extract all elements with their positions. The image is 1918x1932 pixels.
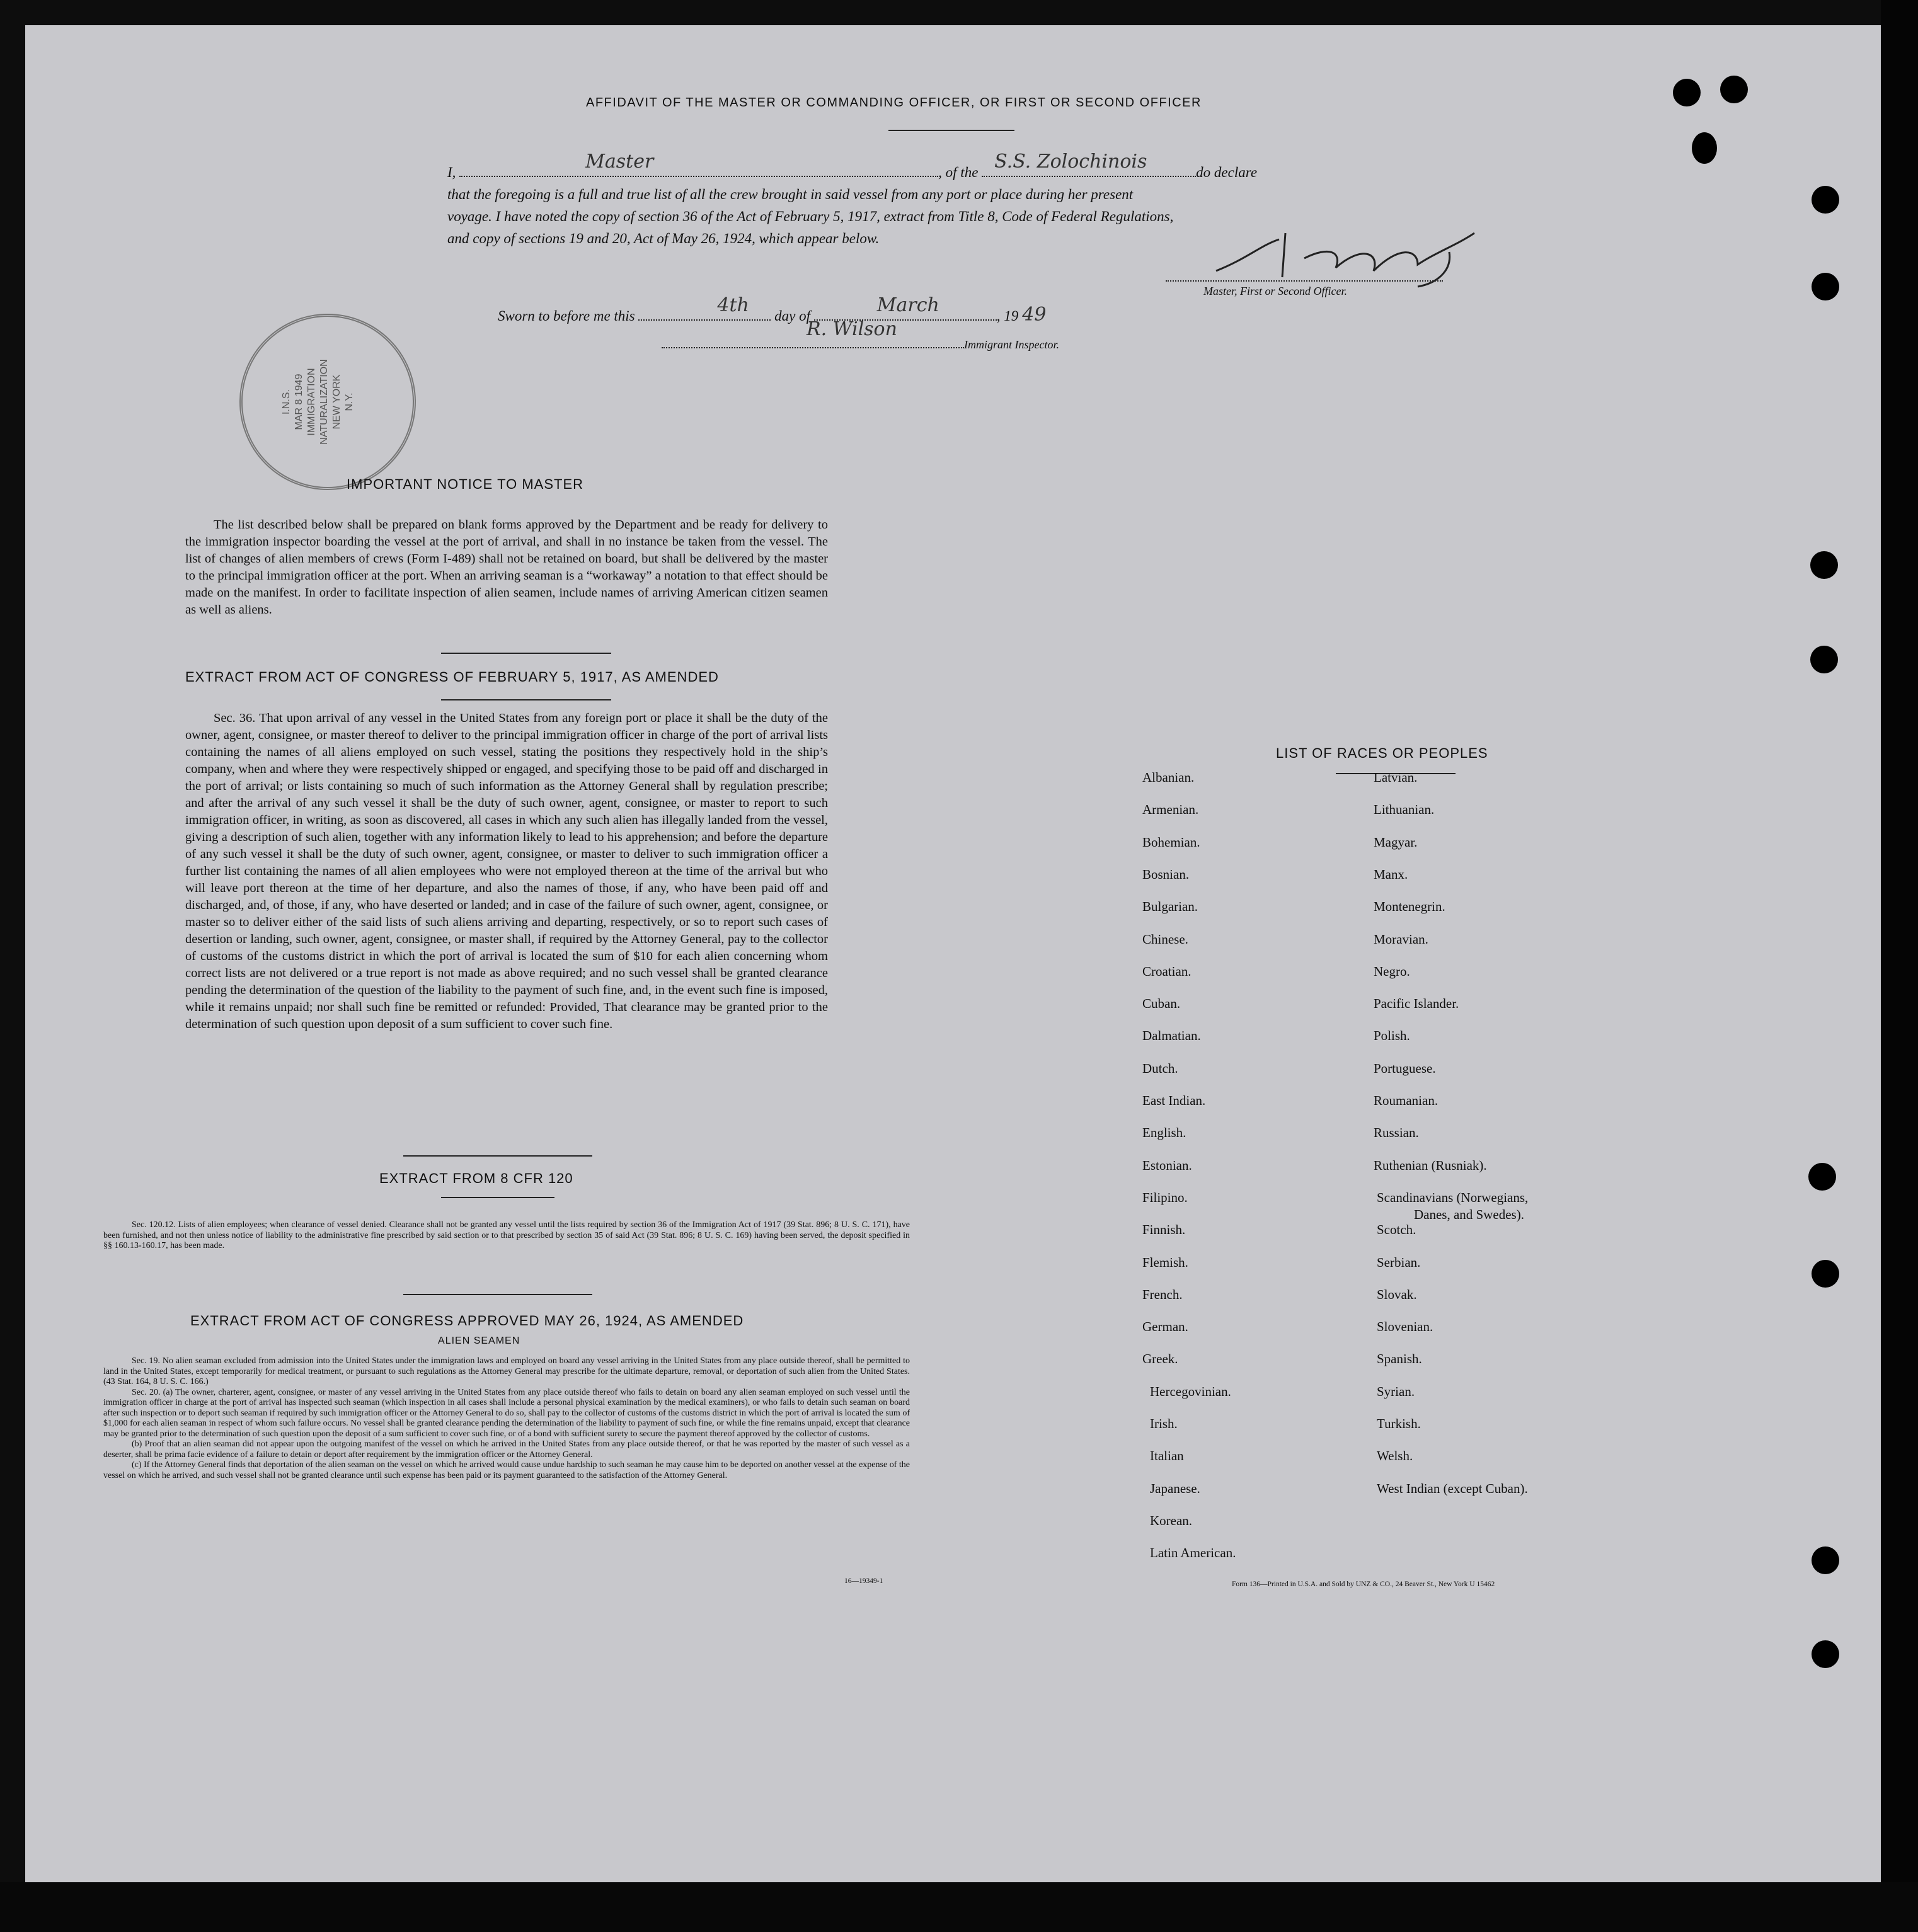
race-item: Greek. [1142,1351,1178,1367]
stamp-line: MAR 8 1949 [294,374,304,430]
punch-hole [1812,1546,1839,1574]
punch-hole [1808,1163,1836,1191]
race-item: Albanian. [1142,770,1195,785]
race-item: German. [1142,1319,1188,1335]
race-item: Cuban. [1142,996,1181,1012]
year-prefix: , 19 [996,308,1019,324]
master-signature-label: Master, First or Second Officer. [1203,285,1347,297]
race-item: Polish. [1374,1028,1410,1044]
extract-1924-title: EXTRACT FROM ACT OF CONGRESS APPROVED MAY 26, 1924, AS AMENDED [190,1313,744,1329]
day-of-label: day of [774,308,810,324]
race-item: Danes, and Swedes). [1414,1206,1524,1222]
sworn-label: Sworn to before me this [498,308,635,324]
race-item: Italian [1150,1448,1184,1464]
divider [403,1294,592,1295]
inspector-line [662,318,1059,352]
race-item: Spanish. [1377,1351,1422,1367]
divider [403,1155,592,1157]
races-title: LIST OF RACES OR PEOPLES [1276,745,1488,761]
master-signature [1210,220,1481,290]
punch-hole [1812,1640,1839,1668]
divider [441,653,611,654]
stamp-line: NEW YORK [331,374,342,430]
race-item: Roumanian. [1374,1093,1438,1108]
punch-hole [1692,132,1717,164]
punch-hole [1810,646,1838,673]
race-item: West Indian (except Cuban). [1377,1480,1528,1496]
race-item: Syrian. [1377,1383,1415,1399]
punch-hole [1812,186,1839,214]
sworn-day: 4th [717,294,749,316]
declaration-i: I, [447,164,456,180]
race-item: Filipino. [1142,1189,1188,1205]
race-item: Negro. [1374,963,1410,979]
sworn-day-field [638,294,771,321]
race-item: French. [1142,1286,1183,1302]
printer-footer: Form 136—Printed in U.S.A. and Sold by UNZ & CO., 24 Beaver St., New York U 15462 [1232,1580,1495,1588]
divider [441,699,611,700]
declaration-line-4: and copy of sections 19 and 20, Act of May 26, 1924, which appear below. [447,231,880,246]
sec-20c-paragraph: (c) If the Attorney General finds that deportation of the alien seaman on the vessel on which he arrived would cause undue hardship to such seaman he may cause him to be deported on another vessel at the expense of the vessel on which he arrived, and such vessel shall not be granted clearance until such expense has been paid or its payment guaranteed to the satisfaction of the Attorney General. [103,1460,910,1480]
vessel-name-handwritten: S.S. Zolochinois [994,151,1147,173]
inspection-stamp [239,314,416,490]
stamp-line: IMMIGRATION [306,368,317,436]
signature-line [1166,280,1443,283]
punch-hole [1720,76,1748,103]
race-item: Croatian. [1142,963,1192,979]
race-item: Dutch. [1142,1060,1178,1076]
race-item: Ruthenian (Rusniak). [1374,1157,1487,1173]
inspector-signature: R. Wilson [807,318,897,340]
master-name-handwritten: Master [585,151,654,173]
notice-title: IMPORTANT NOTICE TO MASTER [347,476,584,492]
race-item: Pacific Islander. [1374,996,1459,1012]
sec-20b-paragraph: (b) Proof that an alien seaman did not appear upon the outgoing manifest of the vessel on which he arrived in the United States from any place outside thereof, or that he was reported by the master of such vessel as a deserter, shall be prima facie evidence of a failure to detain or deport after requirement by the immigration officer or the Attorney General. [103,1439,910,1460]
race-item: Manx. [1374,866,1408,882]
master-name-field [459,151,938,177]
race-item: Dalmatian. [1142,1028,1201,1044]
race-item: English. [1142,1125,1186,1141]
race-item: East Indian. [1142,1093,1206,1108]
stamp-line: N.Y. [344,392,355,411]
race-item: Korean. [1150,1512,1193,1528]
notice-paragraph: The list described below shall be prepared on blank forms approved by the Department and be ready for delivery to the immigration inspector boarding the vessel at the port of arrival, and shall in no instance be taken from the vessel. The list of changes of alien members of crews (Form I-489) shall not be retained on board, but shall be delivered by the master to the principal immigration officer at the port. When an arriving seaman is a “workaway” a notation to that effect should be made on the manifest. In order to facilitate inspection of alien seamen, include names of arriving American citizen seamen as well as aliens. [185,518,828,617]
race-item: Scotch. [1377,1222,1416,1238]
punch-hole [1812,273,1839,300]
race-item: Lithuanian. [1374,802,1435,818]
race-item: Latin American. [1150,1545,1236,1561]
extract-cfr-text [103,1220,910,1252]
stamp-line: I.N.S. [281,389,292,415]
race-item: Moravian. [1374,931,1428,947]
sec-120-paragraph: Sec. 120.12. Lists of alien employees; when clearance of vessel denied. Clearance shall not be granted any vessel until the lists required by section 36 of the Immigration Act of 1917 (39 Stat. 896; 8 U. S. C. 171), have been furnished, and not then unless notice of liability to the administrative fine prescribed by said section or to that prescribed by section 35 of said Act (39 Stat. 896; 8 U. S. C. 169) having been served, the deposit specified in §§ 160.13-160.17, has been made. [103,1220,910,1250]
extract-1917-title: EXTRACT FROM ACT OF CONGRESS OF FEBRUARY 5, 1917, AS AMENDED [185,669,719,685]
race-item: Portuguese. [1374,1060,1436,1076]
race-item: Latvian. [1374,770,1418,785]
divider [441,1197,554,1198]
race-item: Estonian. [1142,1157,1192,1173]
race-item: Welsh. [1377,1448,1413,1464]
print-code: 16—19349-1 [844,1577,883,1585]
race-item: Irish. [1150,1416,1178,1431]
race-item: Bohemian. [1142,834,1200,850]
punch-hole [1812,1260,1839,1288]
stamp-line: NATURALIZATION [319,359,330,445]
race-item: Finnish. [1142,1222,1186,1238]
punch-hole [1673,79,1701,106]
scan-border-right [1881,0,1918,1932]
affidavit-title: AFFIDAVIT OF THE MASTER OR COMMANDING OFFICER, OR FIRST OR SECOND OFFICER [586,96,1202,110]
of-the-label: , of the [938,164,979,180]
sworn-line [498,294,1047,326]
race-item: Slovenian. [1377,1319,1433,1335]
race-item: Serbian. [1377,1254,1421,1270]
race-item: Turkish. [1377,1416,1421,1431]
sec-20a-paragraph: Sec. 20. (a) The owner, charterer, agent, consignee, or master of any vessel arriving in the United States from any place outside thereof who fails to detain on board any alien seaman employed on such vessel until the immigration officer in charge at the port of arrival has inspected such seaman (which inspection in all cases shall include a personal physical examination by the medical examiners), or who fails to detain such seaman on board after such inspection or to deport such seaman if required by such immigration officer or the Attorney General to do so, shall pay to the collector of customs of the customs district in which the port of arrival is located the sum of $1,000 for each alien seaman in respect of whom such failure occurs. No vessel shall be granted clearance pending the determination of the liability to payment of such fine, or while the fine remains unpaid, except that clearance may be granted prior to the determination of such question upon the deposit of a sum sufficient to cover such fine, or of a bond with sufficient surety to secure the payment thereof approved by the collector of customs. [103,1387,910,1439]
sec-19-paragraph: Sec. 19. No alien seaman excluded from admission into the United States under the immigration laws and employed on board any vessel arriving in the United States from any place outside thereof, shall be permitted to land in the United States, except temporarily for medical treatment, or pursuant to such regulations as the Attorney General may prescribe for the ultimate departure, removal, or deportation of such alien from the United States. (43 Stat. 164, 8 U. S. C. 166.) [103,1356,910,1386]
sec-36-paragraph: Sec. 36. That upon arrival of any vessel in the United States from any foreign port or place it shall be the duty of the owner, agent, consignee, or master thereof to deliver to the principal immigration officer in charge of the port of arrival lists containing the names of all aliens employed on such vessel, stating the positions they respectively hold in the ship’s company, when and where they were respectively shipped or engaged, and specifying those to be paid off and discharged in the port of arrival; or lists containing so much of such information as the Attorney General shall by regulation prescribe; and after the arrival of any such vessel it shall be the duty of such owner, agent, consignee, or master to report to such immigration officer, in writing, as soon as discovered, all cases in which any such alien has illegally landed from the vessel, giving a description of such alien, together with any information likely to lead to his apprehension; and before the departure of any such vessel it shall be the duty of such owner, agent, consignee, or master to deliver to such immigration officer a further list containing the names of all alien employees who were not employed thereon at the time of the arrival but who will leave port thereon at the time of her departure, and also the names of those, if any, who have been paid off and discharged, and, of those, if any, who have deserted or landed; and in case of the failure of such owner, agent, consignee, or master so to deliver either of the said lists of such aliens arriving and departing, respectively, or so to report such cases of desertion or landing, such owner, agent, consignee, or master shall, if required by the Attorney General, pay to the collector of customs of the customs district in which the port of arrival is located the sum of $10 for each alien concerning whom correct lists are not delivered or a true report is not made as above required; and no such vessel shall be granted clearance pending the determination of the question of the liability to the payment of such fine, and, in the event such fine is imposed, while it remains unpaid; nor shall such fine be remitted or refunded: Provided, That clearance may be granted prior to the determination of such question upon deposit of a sum sufficient to cover such fine. [185,711,828,1031]
declaration-line-2: that the foregoing is a full and true list of all the crew brought in said vessel from any port or place during her present [447,186,1134,202]
race-item: Magyar. [1374,834,1418,850]
race-item: Japanese. [1150,1480,1200,1496]
race-item: Slovak. [1377,1286,1417,1302]
divider [888,130,1014,131]
inspector-label: Immigrant Inspector. [964,338,1059,351]
race-item: Bulgarian. [1142,899,1198,915]
declaration-line-3: voyage. I have noted the copy of section 36 of the Act of February 5, 1917, extract from Title 8, Code of Federal Regulations, [447,209,1174,224]
race-item: Montenegrin. [1374,899,1445,915]
alien-seamen-subtitle: ALIEN SEAMEN [438,1335,520,1346]
notice-text [185,517,828,619]
race-item: Flemish. [1142,1254,1188,1270]
inspector-signature-field [662,318,964,348]
race-item: Armenian. [1142,802,1199,818]
sworn-year: 49 [1022,304,1047,326]
sworn-month: March [876,294,939,316]
punch-hole [1810,551,1838,579]
document-page [25,25,1881,1882]
vessel-name-field [982,151,1196,177]
extract-1924-text [103,1356,910,1481]
race-item: Russian. [1374,1125,1419,1141]
scan-border-bottom [0,1882,1918,1932]
do-declare-label: do declare [1196,164,1258,180]
stamp-text [280,348,375,455]
race-item: Scandinavians (Norwegians, [1377,1189,1529,1205]
race-item: Chinese. [1142,931,1188,947]
extract-1917-text [185,710,828,1033]
race-item: Hercegovinian. [1150,1383,1231,1399]
race-item: Bosnian. [1142,866,1190,882]
extract-cfr-title: EXTRACT FROM 8 CFR 120 [379,1170,573,1186]
